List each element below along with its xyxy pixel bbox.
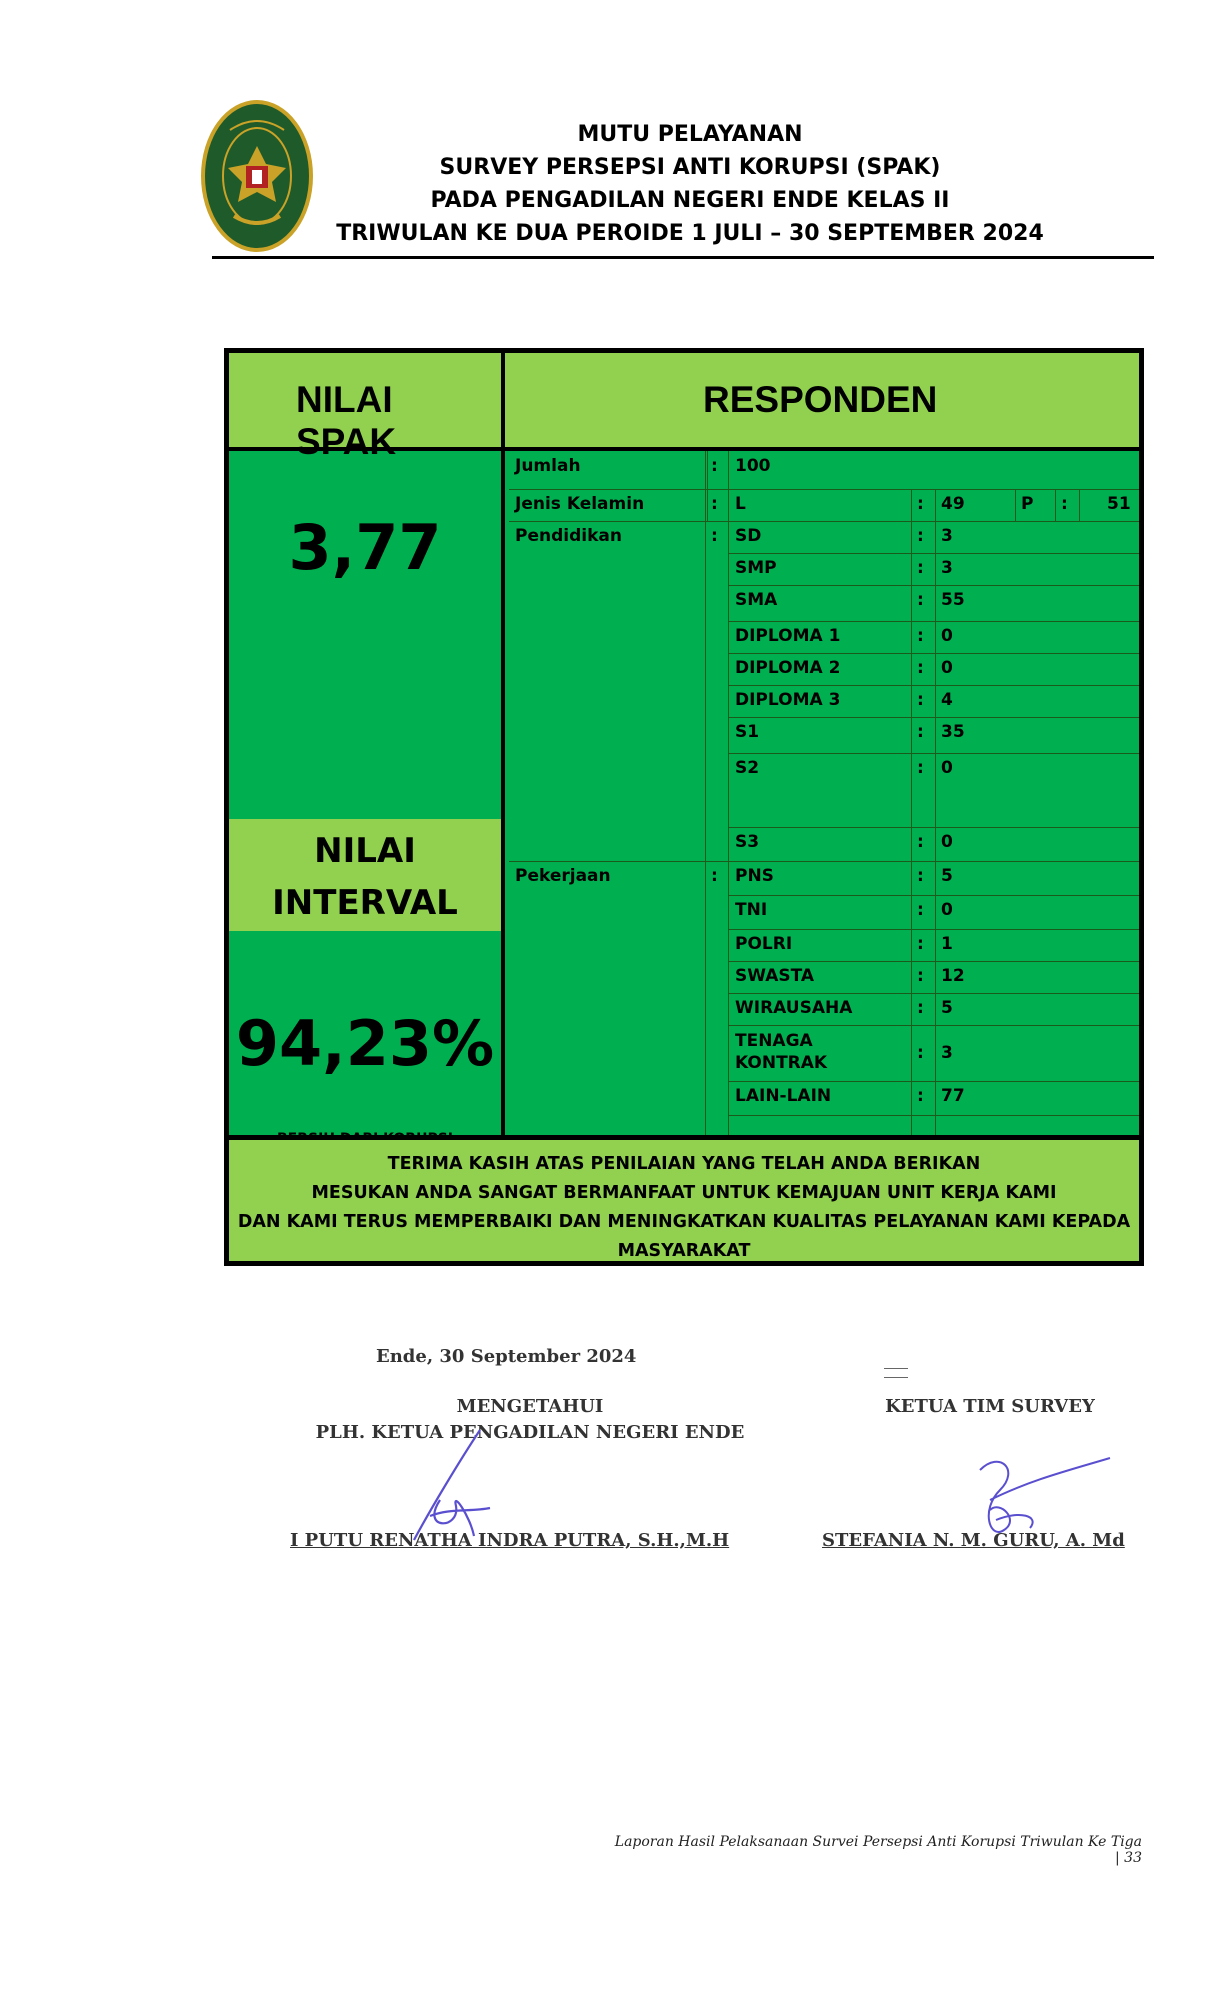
row-occupation-wirausaha <box>509 993 1139 1025</box>
right-role: KETUA TIM SURVEY <box>885 1396 1095 1417</box>
education-count: 3 <box>941 558 953 578</box>
jumlah-value: 100 <box>735 456 771 476</box>
occupation-category: POLRI <box>735 934 793 954</box>
occupation-label: Pekerjaan <box>515 866 611 886</box>
row-jenis-kelamin <box>509 489 1139 521</box>
occupation-category: TNI <box>735 900 768 920</box>
row-education-s3 <box>509 827 1139 861</box>
nilai-interval-label <box>229 819 501 931</box>
grid-line <box>728 451 729 1135</box>
message-line-4: MASYARAKAT <box>617 1241 751 1261</box>
colon: : <box>917 866 924 886</box>
footer-report-title: Laporan Hasil Pelaksanaan Survei Persepsi Anti Korupsi Triwulan Ke Tiga <box>614 1834 1142 1850</box>
colon: : <box>917 658 924 678</box>
responden-title: RESPONDEN <box>703 379 938 420</box>
education-category: S1 <box>735 722 760 742</box>
education-category: DIPLOMA 2 <box>735 658 841 678</box>
education-category: S2 <box>735 758 760 778</box>
education-count: 4 <box>941 690 953 710</box>
occupation-count: 1 <box>941 934 953 954</box>
interval-value: 94,23% <box>235 1007 495 1080</box>
grid-line <box>705 451 706 1135</box>
row-education-smp <box>509 553 1139 585</box>
grid-line <box>1015 489 1016 521</box>
colon: : <box>917 626 924 646</box>
colon: : <box>917 1043 924 1063</box>
message-line-1: TERIMA KASIH ATAS PENILAIAN YANG TELAH ANDA BERIKAN <box>387 1154 981 1174</box>
header-divider <box>212 256 1154 259</box>
left-role-1: MENGETAHUI <box>456 1396 604 1417</box>
row-education-s1 <box>509 717 1139 753</box>
grid-line <box>1055 489 1056 521</box>
education-count: 55 <box>941 590 965 610</box>
colon: : <box>917 590 924 610</box>
occupation-count: 0 <box>941 900 953 920</box>
education-count: 35 <box>941 722 965 742</box>
colon: : <box>917 900 924 920</box>
row-occupation-tni <box>509 895 1139 929</box>
colon: : <box>917 832 924 852</box>
colon: : <box>917 934 924 954</box>
education-count: 0 <box>941 758 953 778</box>
colon: : <box>711 494 718 514</box>
grid-line <box>1079 489 1080 521</box>
grid-line <box>707 451 708 521</box>
page-footer <box>612 1834 1142 1866</box>
occupation-count: 5 <box>941 998 953 1018</box>
message-line-2: MESUKAN ANDA SANGAT BERMANFAAT UNTUK KEMAJUAN UNIT KERJA KAMI <box>311 1183 1057 1203</box>
right-signatory-name: STEFANIA N. M. GURU, A. Md <box>822 1530 1125 1551</box>
row-occupation-pns <box>509 861 1139 895</box>
occupation-count: 3 <box>941 1043 953 1063</box>
court-logo <box>200 98 314 254</box>
header-line-2: SURVEY PERSEPSI ANTI KORUPSI (SPAK) <box>439 155 941 180</box>
occupation-count: 77 <box>941 1086 965 1106</box>
row-occupation-swasta <box>509 961 1139 993</box>
female-value: 51 <box>1107 494 1131 514</box>
grid-line <box>911 489 912 521</box>
education-category: SMA <box>735 590 778 610</box>
occupation-category: LAIN-LAIN <box>735 1086 832 1106</box>
report-header <box>330 118 1050 250</box>
nilai-spak-header <box>229 353 505 462</box>
spak-value: 3,77 <box>288 511 442 584</box>
place-date: Ende, 30 September 2024 <box>376 1346 637 1367</box>
education-category: SMP <box>735 558 777 578</box>
colon: : <box>917 758 924 778</box>
row-occupation-tenaga-kontrak <box>509 1025 1139 1081</box>
row-education-diploma-1 <box>509 621 1139 653</box>
respondent-table <box>509 451 1139 1135</box>
left-signatory-name: I PUTU RENATHA INDRA PUTRA, S.H.,M.H <box>290 1530 730 1551</box>
education-category: DIPLOMA 1 <box>735 626 841 646</box>
education-label: Pendidikan <box>515 526 622 546</box>
education-count: 0 <box>941 626 953 646</box>
page-number: | 33 <box>1115 1850 1142 1866</box>
row-education-diploma-3 <box>509 685 1139 717</box>
message-line-3: DAN KAMI TERUS MEMPERBAIKI DAN MENINGKATKAN KUALITAS PELAYANAN KAMI KEPADA <box>237 1212 1131 1232</box>
colon: : <box>917 690 924 710</box>
education-category: DIPLOMA 3 <box>735 690 841 710</box>
header-line-1: MUTU PELAYANAN <box>577 122 803 147</box>
row-jumlah <box>509 451 1139 489</box>
occupation-category: SWASTA <box>735 966 815 986</box>
gender-label: Jenis Kelamin <box>515 494 645 514</box>
interval-label-line-2: INTERVAL <box>272 883 458 923</box>
row-education-s2 <box>509 753 1139 827</box>
nilai-spak-title: NILAI SPAK <box>296 379 397 462</box>
row-education-sma <box>509 585 1139 621</box>
colon: : <box>1061 494 1068 514</box>
colon: : <box>917 722 924 742</box>
male-value: 49 <box>941 494 965 514</box>
grid-line <box>935 521 936 1135</box>
spak-score-column <box>229 451 505 1135</box>
row-occupation-lain-lain <box>509 1081 1139 1115</box>
colon: : <box>711 866 718 886</box>
colon: : <box>711 456 718 476</box>
colon: : <box>711 526 718 546</box>
grid-line <box>729 1115 1139 1116</box>
occupation-count: 5 <box>941 866 953 886</box>
interval-label-line-1: NILAI <box>314 831 416 871</box>
education-category: SD <box>735 526 762 546</box>
decorative-mark <box>884 1368 908 1378</box>
colon: : <box>917 494 924 514</box>
education-count: 0 <box>941 832 953 852</box>
male-label: L <box>735 494 746 514</box>
colon: : <box>917 1086 924 1106</box>
occupation-category: WIRAUSAHA <box>735 998 853 1018</box>
grid-line <box>935 489 936 521</box>
thank-you-message <box>229 1135 1139 1261</box>
colon: : <box>917 998 924 1018</box>
colon: : <box>917 558 924 578</box>
occupation-count: 12 <box>941 966 965 986</box>
header-line-4: TRIWULAN KE DUA PEROIDE 1 JULI – 30 SEPTEMBER 2024 <box>336 221 1044 246</box>
education-category: S3 <box>735 832 760 852</box>
occupation-category: TENAGA KONTRAK <box>735 1031 828 1073</box>
grid-line <box>911 521 912 1135</box>
spak-summary-card <box>224 348 1144 1266</box>
education-count: 0 <box>941 658 953 678</box>
header-line-3: PADA PENGADILAN NEGERI ENDE KELAS II <box>430 188 950 213</box>
colon: : <box>917 526 924 546</box>
jumlah-label: Jumlah <box>515 456 581 476</box>
row-education-diploma-2 <box>509 653 1139 685</box>
left-role-2: PLH. KETUA PENGADILAN NEGERI ENDE <box>315 1422 745 1443</box>
row-occupation-polri <box>509 929 1139 961</box>
responden-header <box>505 353 1139 451</box>
occupation-category: PNS <box>735 866 774 886</box>
row-education-sd <box>509 521 1139 553</box>
female-label: P <box>1021 494 1034 514</box>
colon: : <box>917 966 924 986</box>
education-count: 3 <box>941 526 953 546</box>
